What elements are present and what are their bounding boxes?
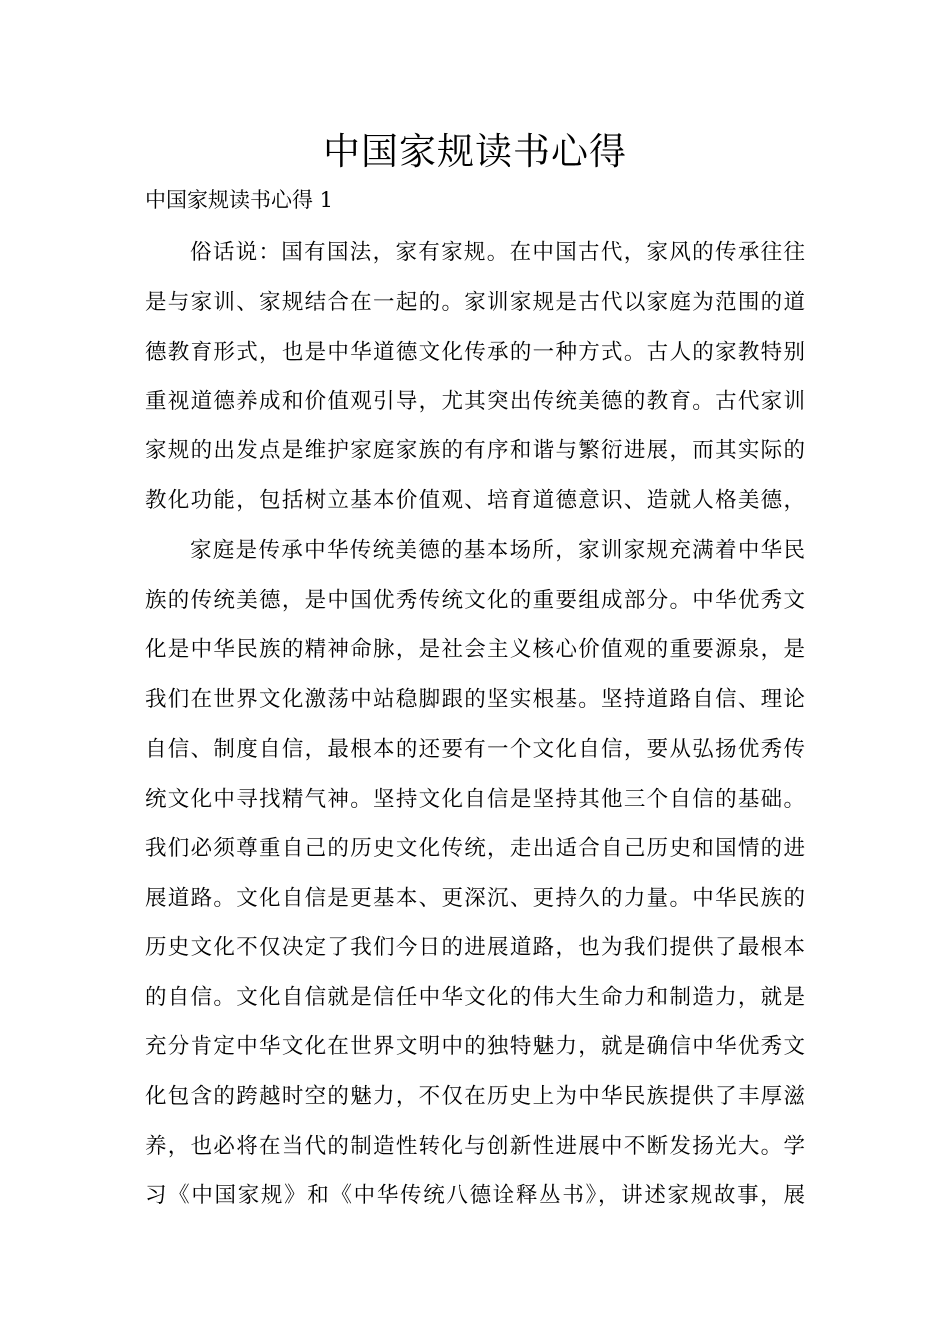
paragraph-2-line: 历史文化不仅决定了我们今日的进展道路，也为我们提供了最根本: [145, 935, 805, 960]
paragraph-1-line: 家规的出发点是维护家庭家族的有序和谐与繁衍进展，而其实际的: [145, 438, 805, 463]
paragraph-1-line: 德教育形式，也是中华道德文化传承的一种方式。古人的家教特别: [145, 340, 805, 365]
paragraph-2-line: 习《中国家规》和《中华传统八德诠释丛书》，讲述家规故事，展: [145, 1183, 805, 1208]
paragraph-2-line: 统文化中寻找精气神。坚持文化自信是坚持其他三个自信的基础。: [145, 787, 805, 812]
paragraph-2-line: 的自信。文化自信就是信任中华文化的伟大生命力和制造力，就是: [145, 985, 805, 1010]
paragraph-2-line: 我们在世界文化激荡中站稳脚跟的坚实根基。坚持道路自信、理论: [145, 687, 805, 712]
paragraph-2-line: 化是中华民族的精神命脉，是社会主义核心价值观的重要源泉，是: [145, 637, 805, 662]
document-title: 中国家规读书心得: [323, 130, 627, 173]
paragraph-1-line: 教化功能，包括树立基本价值观、培育道德意识、造就人格美德，: [145, 488, 805, 513]
paragraph-1-line: 重视道德养成和价值观引导，尤其突出传统美德的教育。古代家训: [145, 389, 805, 414]
paragraph-2-line: 家庭是传承中华传统美德的基本场所，家训家规充满着中华民: [190, 538, 805, 563]
paragraph-2-line: 我们必须尊重自己的历史文化传统，走出适合自己历史和国情的进: [145, 836, 805, 861]
paragraph-2-line: 化包含的跨越时空的魅力，不仅在历史上为中华民族提供了丰厚滋: [145, 1084, 805, 1109]
paragraph-1-line: 俗话说：国有国法，家有家规。在中国古代，家风的传承往往: [190, 240, 805, 265]
paragraph-2-line: 族的传统美德，是中国优秀传统文化的重要组成部分。中华优秀文: [145, 588, 805, 613]
paragraph-2-line: 养，也必将在当代的制造性转化与创新性进展中不断发扬光大。学: [145, 1134, 805, 1159]
paragraph-1-line: 是与家训、家规结合在一起的。家训家规是古代以家庭为范围的道: [145, 290, 805, 315]
section-heading: 中国家规读书心得 1: [145, 188, 334, 212]
paragraph-2-line: 展道路。文化自信是更基本、更深沉、更持久的力量。中华民族的: [145, 886, 805, 911]
paragraph-2-line: 充分肯定中华文化在世界文明中的独特魅力，就是确信中华优秀文: [145, 1034, 805, 1059]
paragraph-2-line: 自信、制度自信，最根本的还要有一个文化自信，要从弘扬优秀传: [145, 737, 805, 762]
